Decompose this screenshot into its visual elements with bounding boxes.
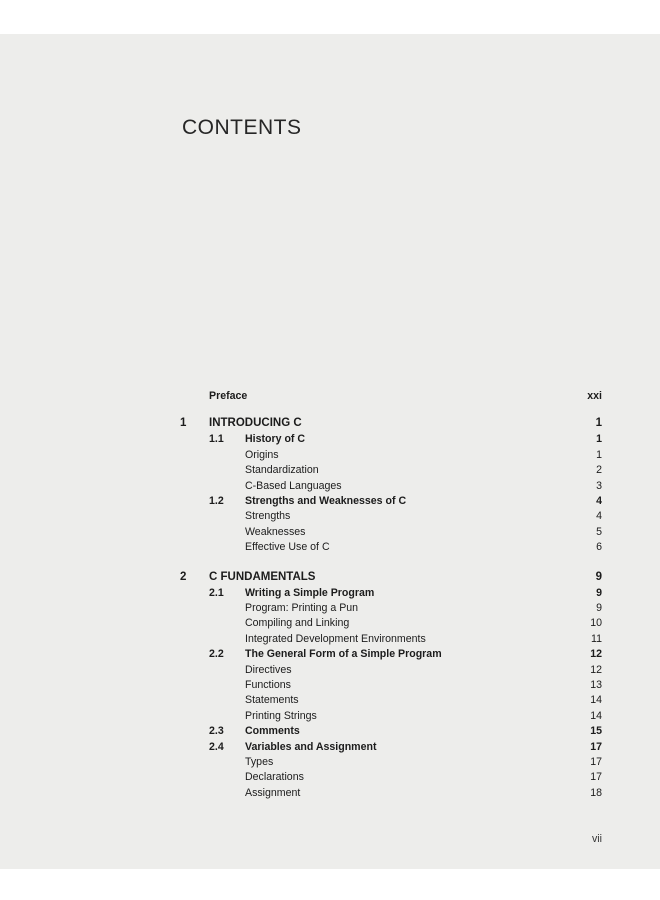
page-number: 17: [590, 740, 602, 753]
toc-section-row: [0, 494, 660, 509]
section-number: 1.1: [209, 433, 224, 446]
subsection-title: Types: [245, 756, 274, 768]
subsection-title: C-Based Languages: [245, 479, 342, 492]
subsection-title: Weaknesses: [245, 525, 306, 538]
subsection-title: Integrated Development Environments: [245, 632, 426, 645]
page-number: 4: [596, 510, 602, 523]
section-title: Variables and Assignment: [245, 740, 377, 753]
subsection-title: Assignment: [245, 786, 301, 799]
page-folio: vii: [591, 833, 602, 845]
section-title: Writing a Simple Program: [245, 586, 375, 599]
page-number: 12: [590, 663, 602, 676]
toc-chapter-row: [0, 416, 660, 431]
toc-sub-row: [0, 632, 660, 647]
chapter-number: 2: [180, 570, 187, 583]
toc-sub-row: [0, 601, 660, 616]
page-number: 15: [590, 725, 602, 738]
page-number: 2: [596, 464, 602, 477]
toc-sub-row: [0, 540, 660, 555]
toc-sub-row: [0, 463, 660, 478]
section-number: 2.1: [209, 586, 224, 599]
section-number: 2.2: [209, 648, 224, 661]
chapter-title: INTRODUCING C: [209, 417, 302, 430]
toc-sub-row: [0, 786, 660, 801]
toc-sub-row: [0, 678, 660, 693]
chapter-number: 1: [180, 417, 187, 430]
page-number: 9: [595, 570, 602, 583]
scanned-page: [0, 34, 660, 869]
subsection-title: Compiling and Linking: [245, 617, 350, 630]
subsection-title: Standardization: [245, 464, 319, 477]
page-number: 6: [596, 541, 602, 554]
section-title: Comments: [245, 725, 300, 738]
section-title: The General Form of a Simple Program: [245, 648, 442, 661]
toc-sub-row: [0, 509, 660, 524]
subsection-title: Functions: [245, 679, 291, 691]
section-title: Strengths and Weaknesses of C: [245, 495, 407, 507]
toc-sub-row: [0, 755, 660, 770]
subsection-title: Declarations: [245, 771, 304, 784]
page-number: 14: [590, 694, 602, 707]
page-number: 17: [590, 771, 602, 784]
subsection-title: Effective Use of C: [245, 541, 330, 554]
subsection-title: Program: Printing a Pun: [245, 602, 359, 614]
page-number: 5: [596, 525, 602, 538]
toc-chapter-row: [0, 570, 660, 585]
toc-section-row: [0, 647, 660, 662]
toc-section-row: [0, 586, 660, 601]
page-number: xxi: [587, 390, 602, 402]
front-matter-title: Preface: [209, 390, 248, 402]
page-number: 1: [596, 448, 602, 461]
subsection-title: Printing Strings: [245, 709, 317, 722]
page-number: 3: [596, 479, 602, 492]
page-number: 18: [590, 786, 602, 799]
section-number: 1.2: [209, 495, 224, 507]
toc-sub-row: [0, 663, 660, 678]
toc-section-row: [0, 740, 660, 755]
section-number: 2.4: [209, 740, 224, 753]
chapter-title: C FUNDAMENTALS: [209, 570, 316, 583]
toc-sub-row: [0, 693, 660, 708]
page-number: 1: [596, 433, 602, 446]
page-number: 17: [590, 756, 602, 768]
section-number: 2.3: [209, 725, 224, 738]
toc-section-row: [0, 432, 660, 447]
page-number: 10: [590, 617, 602, 630]
page-number: 1: [595, 417, 602, 430]
page-number: 13: [590, 679, 602, 691]
page-number: 9: [596, 586, 602, 599]
subsection-title: Origins: [245, 448, 279, 461]
page-number: 11: [591, 632, 602, 645]
toc-sub-row: [0, 616, 660, 631]
toc-sub-row: [0, 448, 660, 463]
section-title: History of C: [245, 433, 306, 446]
page-title: CONTENTS: [182, 116, 302, 139]
toc-sub-row: [0, 770, 660, 785]
subsection-title: Directives: [245, 663, 292, 676]
subsection-title: Statements: [245, 694, 299, 707]
page-number: 14: [590, 709, 602, 722]
toc-sub-row: [0, 709, 660, 724]
toc-front-row: [0, 389, 660, 404]
toc-sub-row: [0, 479, 660, 494]
page-number: 12: [590, 648, 602, 661]
toc-section-row: [0, 724, 660, 739]
toc-sub-row: [0, 525, 660, 540]
page-number: 4: [596, 495, 602, 507]
page-number: 9: [596, 602, 602, 614]
subsection-title: Strengths: [245, 510, 291, 523]
